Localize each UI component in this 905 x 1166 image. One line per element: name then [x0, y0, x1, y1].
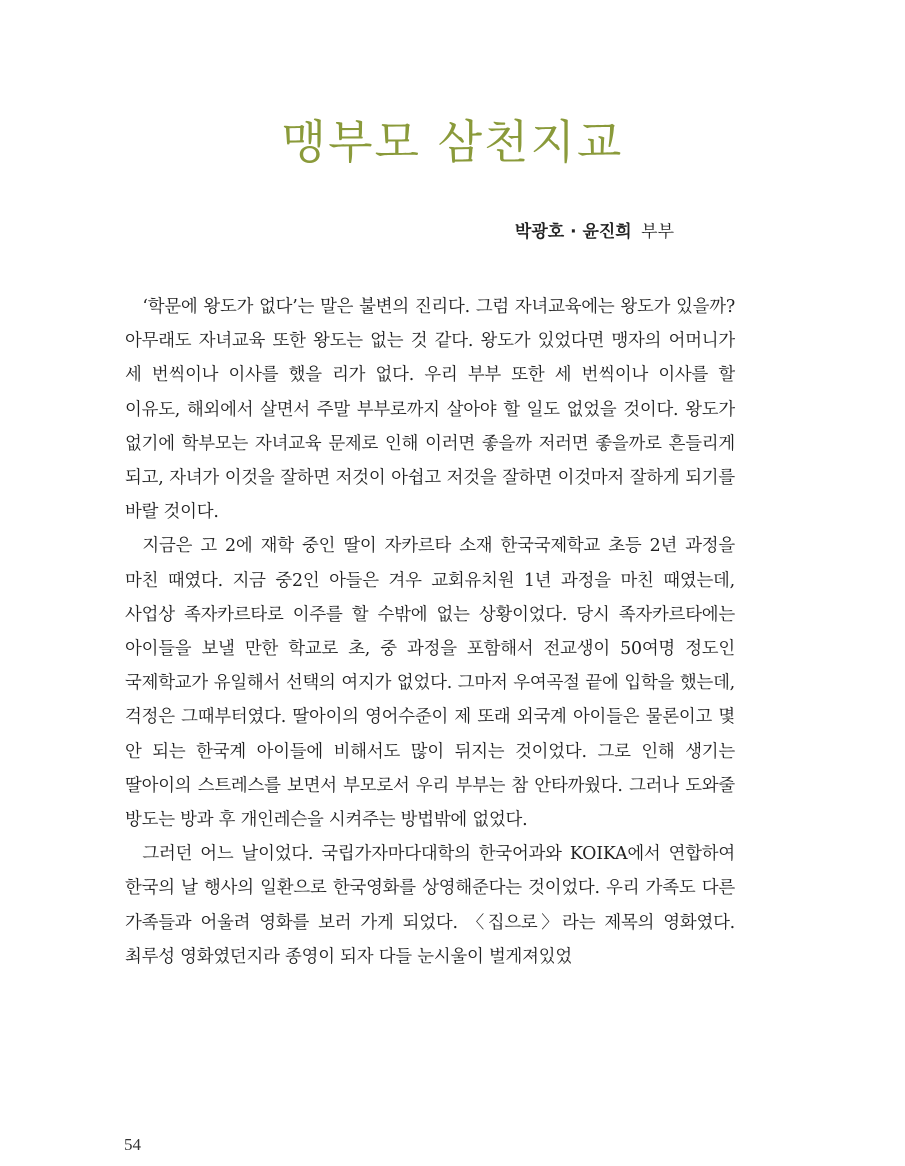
paragraph: 그러던 어느 날이었다. 국립가자마다대학의 한국어과와 KOIKA에서 연합하여 한국의 날 행사의 일환으로 한국영화를 상영해준다는 것이었다. 우리 가족도 다른 가족들과 어울려 영화를 보러 가게 되었다. 〈집으로〉라는 제목의 영화였다. 최루성 영화였던지라 종영이 되자 다들 눈시울이 벌게져있었	[125, 844, 735, 967]
page-title: 맹부모 삼천지교	[281, 115, 624, 169]
essay-body	[125, 290, 735, 974]
page-number: 54	[124, 1135, 141, 1154]
author-names: 박광호 · 윤진희	[514, 222, 632, 242]
author-suffix: 부부	[641, 222, 674, 242]
paragraph: 지금은 고 2에 재학 중인 딸이 자카르타 소재 한국국제학교 초등 2년 과정을 마친 때였다. 지금 중2인 아들은 겨우 교회유치원 1년 과정을 마친 때였는데, 사업상 족자카르타로 이주를 할 수밖에 없는 상황이었다. 당시 족자카르타에는 아이들을 보낼 만한 학교로 초, 중 과정을 포함해서 전교생이 50여명 정도인 국제학교가 유일해서 선택의 여지가 없었다. 그마저 우여곡절 끝에 입학을 했는데, 걱정은 그때부터였다. 딸아이의 영어수준이 제 또래 외국계 아이들은 물론이고 몇 안 되는 한국계 아이들에 비해서도 많이 뒤지는 것이었다. 그로 인해 생기는 딸아이의 스트레스를 보면서 부모로서 우리 부부는 참 안타까웠다. 그러나 도와줄 방도는 방과 후 개인레슨을 시켜주는 방법밖에 없었다.	[125, 536, 735, 831]
author-byline	[515, 217, 674, 242]
paragraph: ‘학문에 왕도가 없다’는 말은 불변의 진리다. 그럼 자녀교육에는 왕도가 있을까? 아무래도 자녀교육 또한 왕도는 없는 것 같다. 왕도가 있었다면 맹자의 어머니가 세 번씩이나 이사를 했을 리가 없다. 우리 부부 또한 세 번씩이나 이사를 할 이유도, 해외에서 살면서 주말 부부로까지 살아야 할 일도 없었을 것이다. 왕도가 없기에 학부모는 자녀교육 문제로 인해 이러면 좋을까 저러면 좋을까로 흔들리게 되고, 자녀가 이것을 잘하면 저것이 아쉽고 저것을 잘하면 이것마저 잘하게 되기를 바랄 것이다.	[125, 297, 735, 523]
